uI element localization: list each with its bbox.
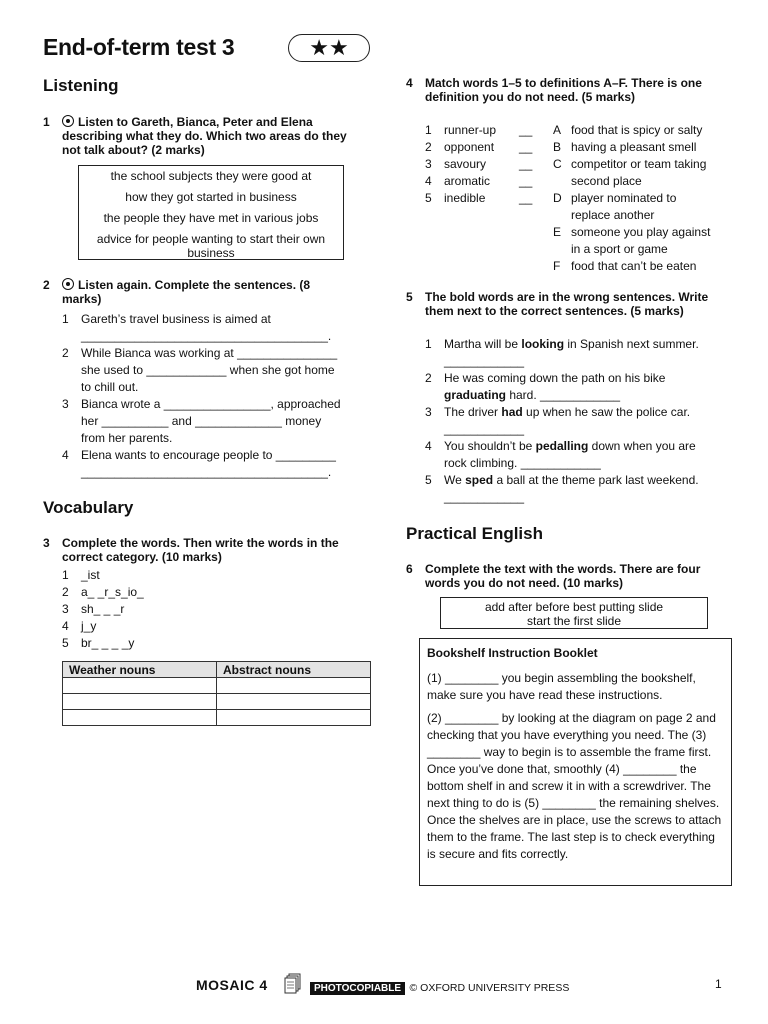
q4-definition: B having a pleasant smell [553,140,697,154]
q5-instruction: The bold words are in the wrong sentences. Write them next to the correct sentences. (5 marks) [425,290,709,318]
q2-number: 2 [43,278,50,292]
q2-instruction: Listen again. Complete the sentences. (8 marks) [62,278,311,306]
q4-words [425,122,555,207]
q4-number: 4 [406,76,413,90]
q4-instruction: Match words 1–5 to definitions A–F. There is one definition you do not need. (5 marks) [425,76,702,104]
q2-items [62,311,372,481]
q1-options-box [78,165,344,260]
q4-word: 2 opponent __ [425,140,533,154]
q6-instruction: Complete the text with the words. There are four words you do not need. (10 marks) [425,562,701,590]
table-cell[interactable] [63,694,217,710]
q5-item: 2 He was coming down the path on his bike graduating hard. ____________ [425,371,666,402]
q1-instruction: Listen to Gareth, Bianca, Peter and Elena describing what they do. Which two areas do they not talk about? (2 marks) [62,115,347,157]
table-cell[interactable] [217,678,371,694]
photocopy-icon [284,973,302,995]
q3-number: 3 [43,536,50,550]
q5-item: 5 We sped a ball at the theme park last weekend. ____________ [425,473,699,504]
q4-definition: D player nominated to replace another [553,191,677,222]
q2-item: 3 Bianca wrote a ________________, approached her __________ and _____________ money from her parents. [62,397,341,445]
q4-definition: E someone you play against in a sport or game [553,225,711,256]
q3-word: 2 a_ _r_s_io_ [62,585,144,599]
q3-words [62,567,144,652]
page-title: End-of-term test 3 [43,34,235,60]
q1-number: 1 [43,115,50,129]
footer-rights [310,978,569,996]
booklet-paragraph: (1) ________ you begin assembling the bookshelf, make sure you have read these instructions. [427,671,696,702]
booklet-title: Bookshelf Instruction Booklet [427,646,598,660]
category-table [62,661,371,726]
q2-item: 2 While Bianca was working at _______________ she used to ____________ when she got home to chill out. [62,346,338,394]
q1-option: the people they have met in various jobs [103,211,319,225]
weather-nouns-header: Weather nouns [63,662,217,678]
q3-word: 1 _ist [62,568,100,582]
audio-icon [62,115,74,127]
q4-definitions [553,122,743,275]
difficulty-stars: ★★ [288,34,370,62]
page-number: 1 [715,977,722,991]
q6-number: 6 [406,562,413,576]
booklet-paragraph: (2) ________ by looking at the diagram on page 2 and checking that you have everything you need. The (3) ________ way to begin is to assemble the frame first. Once you’ve done that, smoothly (4) ________ the bottom shelf in and screw it in with a screwdriver. The next thing to do is (5) ________ the remaining shelves. Once the shelves are in place, use the screws to attach them to the frame. The last step is to check everything is secure and fits correctly. [427,711,722,861]
footer-brand: MOSAIC 4 [196,977,268,993]
q5-item: 1 Martha will be looking in Spanish next summer. ____________ [425,337,699,368]
word-box-line: start the first slide [526,614,622,628]
q4-word: 5 inedible __ [425,191,533,205]
q1-option: how they got started in business [125,190,297,204]
q5-items [425,336,735,506]
q3-word: 3 sh_ _ _r [62,602,125,616]
q5-item: 3 The driver had up when he saw the police car. ____________ [425,405,691,436]
table-cell[interactable] [63,678,217,694]
word-box-line: add after before best putting slide [484,600,664,614]
q4-word: 1 runner-up __ [425,123,533,137]
q4-definition: C competitor or team taking second place [553,157,707,188]
table-cell[interactable] [217,710,371,726]
vocabulary-heading: Vocabulary [43,498,134,517]
q1-option: the school subjects they were good at [110,169,312,183]
q3-word: 4 j_y [62,619,97,633]
instruction-booklet-box [419,638,732,886]
q4-definition: F food that can’t be eaten [553,259,697,273]
q2-item: 1 Gareth’s travel business is aimed at _____________________________________. [62,312,332,343]
table-cell[interactable] [217,694,371,710]
q4-word: 3 savoury __ [425,157,533,171]
q5-item: 4 You shouldn’t be pedalling down when you are rock climbing. ____________ [425,439,696,470]
q5-number: 5 [406,290,413,304]
q2-item: 4 Elena wants to encourage people to _________ _____________________________________. [62,448,336,479]
q4-definition: A food that is spicy or salty [553,123,703,137]
q6-word-box [440,597,708,629]
q3-instruction: Complete the words. Then write the words in the correct category. (10 marks) [62,536,339,564]
q4-word: 4 aromatic __ [425,174,533,188]
table-cell[interactable] [63,710,217,726]
listening-heading: Listening [43,76,119,95]
abstract-nouns-header: Abstract nouns [217,662,371,678]
audio-icon [62,278,74,290]
practical-english-heading: Practical English [406,524,543,543]
q1-option: advice for people wanting to start their own business [96,232,326,260]
q3-word: 5 br_ _ _ _y [62,636,135,650]
photocopiable-badge: PHOTOCOPIABLE [310,982,405,995]
publisher: © OXFORD UNIVERSITY PRESS [409,982,570,994]
